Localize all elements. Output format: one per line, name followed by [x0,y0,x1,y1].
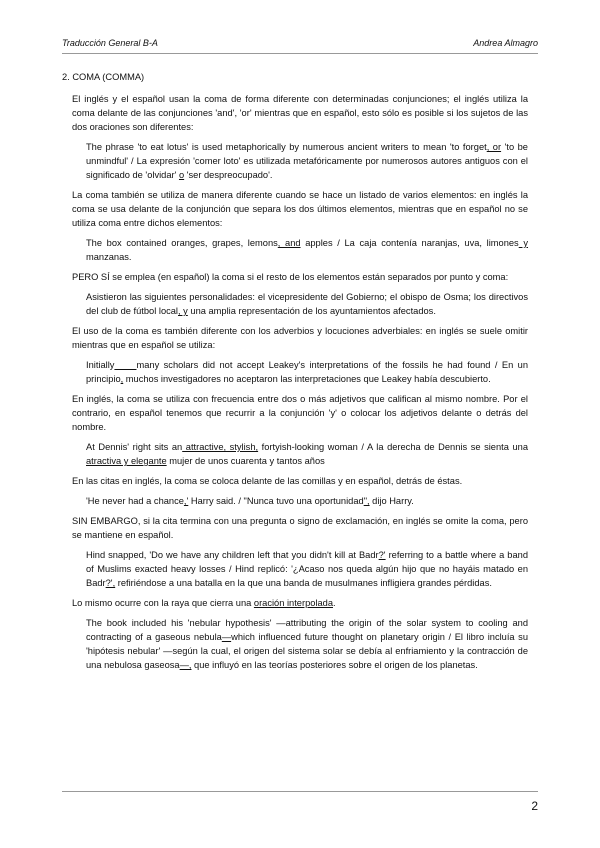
example-adverbs [86,358,528,386]
underlined-comma: ,' [183,496,189,506]
example-text: fortyish-looking woman / A la derecha de Dennis se sienta una [258,442,528,452]
example-text: The book included his 'nebular hypothesis' —attributing the origin of the solar system to cooling and contracting of a gaseous nebula [86,618,528,642]
section-title: 2. COMA (COMMA) [62,72,145,82]
example-conjunctions [86,140,528,182]
example-text: which influenced future thought on planetary origin / El libro incluía su 'hipótesis nebular' —según la cual, el origen del sistema solar se debía al enfriamiento y la contracción de una nebulosa gaseosa [86,632,528,670]
example-text: apples / La caja contenía naranjas, uva, limones [300,238,519,248]
paragraph-conjunctions: El inglés y el español usan la coma de forma diferente con determinadas conjunciones; el inglés utiliza la coma delante de las conjunciones 'and', 'or' mientras que en español, esto sólo es posible si los sujetos de las dos oraciones son diferentes: [72,94,528,132]
underlined-gap [114,360,136,370]
paragraph-text: . [332,598,336,608]
page-number: 2 [531,799,538,813]
underlined-term: oración interpolada [253,598,333,608]
example-text: The box contained oranges, grapes, lemons [86,238,278,248]
paragraph-question-quotes: SIN EMBARGO, si la cita termina con una pregunta o signo de exclamación, en inglés se omite la coma, pero se mantiene en español. [72,516,528,540]
header-divider [62,53,538,54]
underlined-comma: , or [486,142,502,152]
underlined-comma: , and [277,238,301,248]
page-header [62,38,538,52]
paragraph-adjectives: En inglés, la coma se utiliza con frecuencia entre dos o más adjetivos que califican al mismo nombre. Por el contrario, en español tenemos que recurrir a la conjunción 'y' o colocar los adjetivos delante o detrás del nombre. [72,394,528,432]
example-text: The phrase 'to eat lotus' is used metaphorically by numerous ancient writers to mean 'to forget [86,142,487,152]
underlined-comma: y [518,238,529,248]
underlined-comma: , [120,374,124,384]
example-text: 'to be unmindful' / La expresión 'comer loto' es utilizada metafóricamente por numerosos autores antiguos con el significado de 'olvidar' [86,142,528,180]
example-text: Initially [86,360,115,370]
example-text: 'He never had a chance [86,496,184,506]
underlined-dash: —, [179,660,192,670]
underlined-adjectives: atractiva y elegante [86,456,167,466]
example-text: dijo Harry. [369,496,414,506]
underlined-punctuation: ?', [105,578,116,588]
underlined-comma: ", [363,496,370,506]
paragraph-quotes: En las citas en inglés, la coma se coloca delante de las comillas y en español, detrás de éstas. [72,476,463,486]
example-text: mujer de unos cuarenta y tantos años [166,456,325,466]
example-text: manzanas. [86,252,132,262]
example-text: At Dennis' right sits an [86,442,183,452]
example-quotes [86,494,528,508]
example-lists [86,236,528,264]
header-course-title: Traducción General B-A [62,38,158,48]
example-adjectives [86,440,528,468]
example-text: referring to a battle where a band of Muslims exacted heavy losses / Hind replicó: '¿Acaso nos queda algún hijo que no hayáis matado en Badr [86,550,528,588]
example-text: many scholars did not accept Leakey's interpretations of the fossils he had found / En un principio [86,360,528,384]
example-text: Hind snapped, 'Do we have any children left that you didn't kill at Badr [86,550,379,560]
underlined-adjectives: attractive, stylish, [182,442,259,452]
example-text: refiriéndose a una batalla en la que una banda de musulmanes infligiera grandes pérdidas. [115,578,492,588]
footer-divider [62,791,538,792]
paragraph-semicolons: PERO SÍ se emplea (en español) la coma si el resto de los elementos están separados por punto y coma: [72,272,509,282]
underlined-punctuation: ?' [378,550,386,560]
underlined-comma: o [178,170,185,180]
paragraph-lists: La coma también se utiliza de manera diferente cuando se hace un listado de varios elementos: en inglés la coma se usa delante de la conjunción que separa los dos últimos elementos, mientras que en español no se utiliza coma entre dichos elementos: [72,190,528,228]
paragraph-dash [72,596,528,610]
document-body [62,70,528,678]
example-text: que influyó en las teorías posteriores sobre el origen de los planetas. [191,660,478,670]
header-author: Andrea Almagro [473,38,538,48]
example-text: muchos investigadores no aceptaron las interpretaciones que Leakey había descubierto. [123,374,491,384]
example-question-quotes [86,548,528,590]
paragraph-adverbs: El uso de la coma es también diferente con los adverbios y locuciones adverbiales: en inglés se suele omitir mientras que en español se utiliza: [72,326,528,350]
underlined-dash: — [221,632,232,642]
example-text: una amplia representación de los ayuntamientos afectados. [187,306,436,316]
example-dash [86,616,528,672]
example-semicolons [86,290,528,318]
example-text: Asistieron las siguientes personalidades: el vicepresidente del Gobierno; el obispo de Osma; los directivos del club de fútbol local [86,292,528,316]
example-text: Harry said. / "Nunca tuvo una oportunidad [188,496,364,506]
example-text: 'ser despreocupado'. [184,170,273,180]
underlined-comma: , y [178,306,188,316]
paragraph-text: Lo mismo ocurre con la raya que cierra una [72,598,254,608]
